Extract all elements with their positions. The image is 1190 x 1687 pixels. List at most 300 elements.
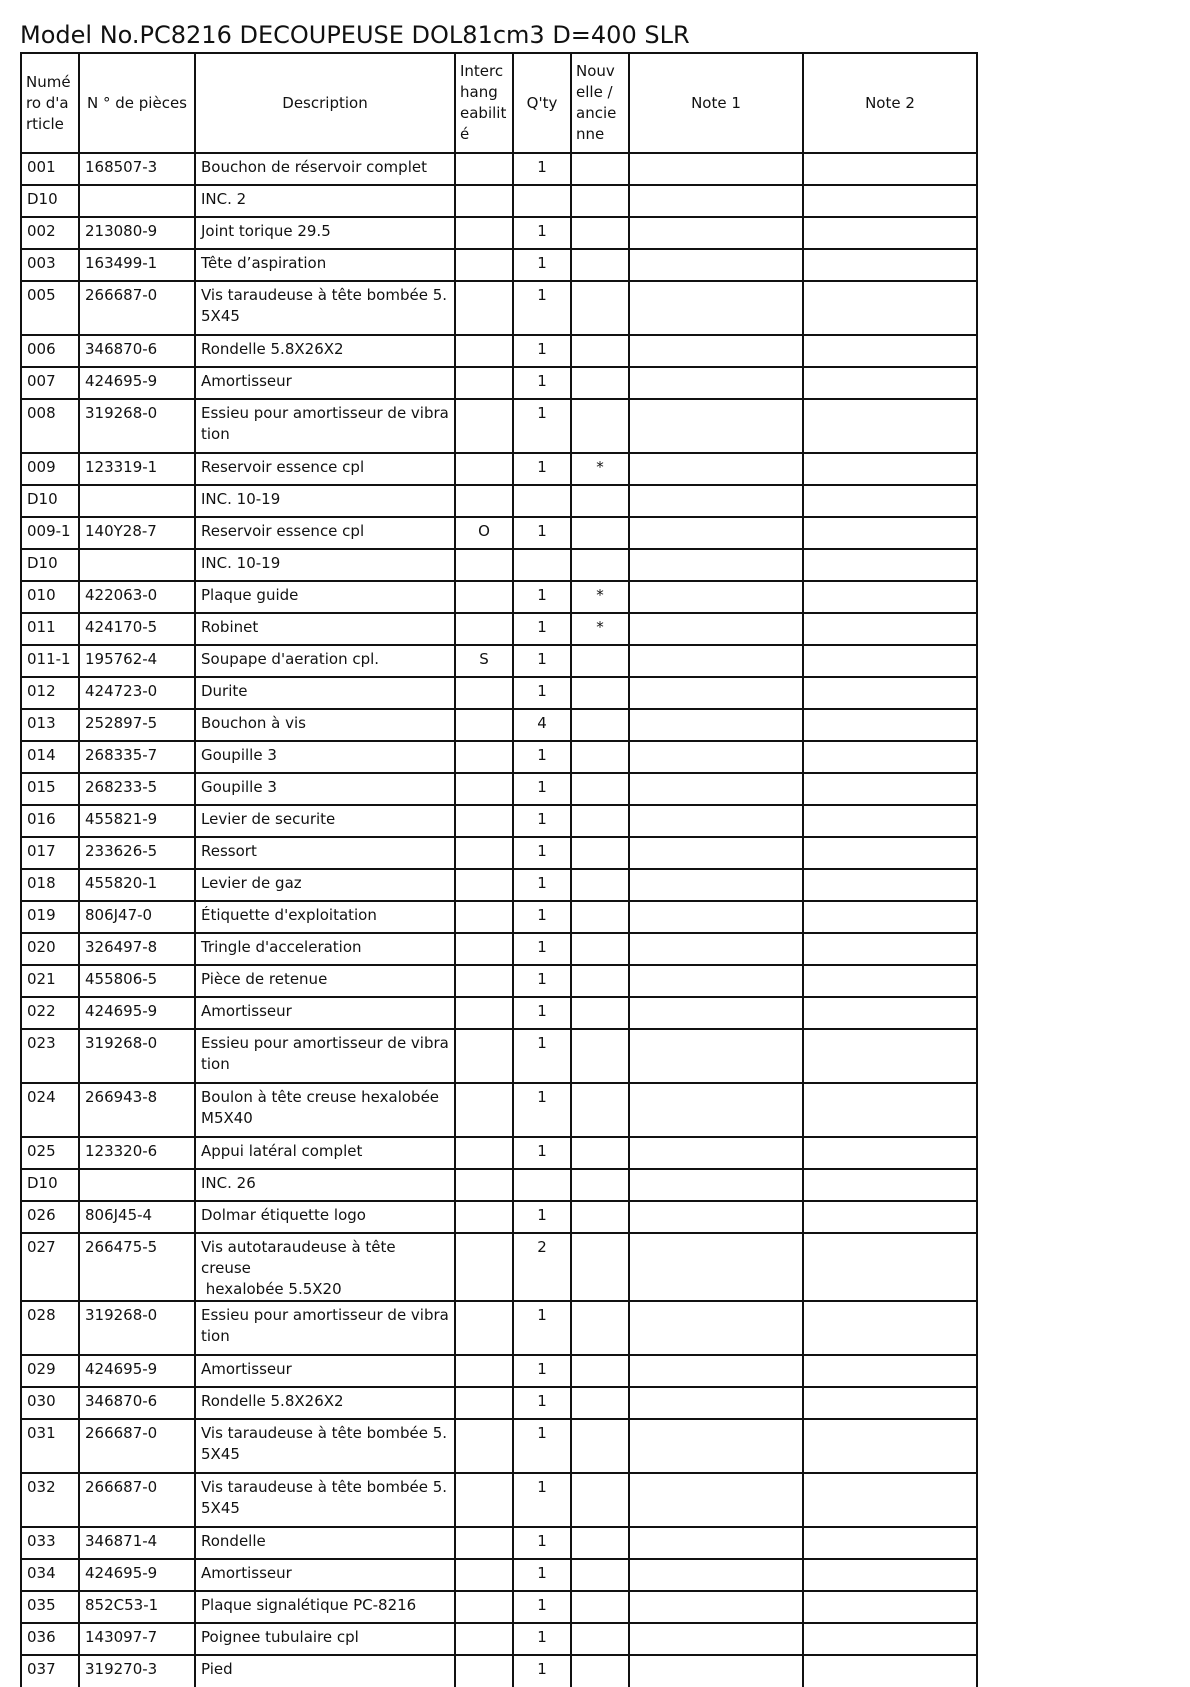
cell-new-old (571, 549, 629, 581)
table-row (21, 901, 977, 933)
cell-interchangeability (455, 965, 513, 997)
cell-part-number: 806J45-4 (79, 1201, 195, 1233)
table-row (21, 1419, 977, 1473)
cell-description: Rondelle 5.8X26X2 (195, 1387, 455, 1419)
cell-item-number: 025 (21, 1137, 79, 1169)
table-row (21, 153, 977, 185)
cell-interchangeability: O (455, 517, 513, 549)
cell-part-number: 266687-0 (79, 1419, 195, 1473)
cell-note-1 (629, 1137, 803, 1169)
cell-item-number: 011 (21, 613, 79, 645)
table-row (21, 281, 977, 335)
cell-note-2 (803, 1623, 977, 1655)
cell-quantity: 1 (513, 613, 571, 645)
cell-interchangeability (455, 185, 513, 217)
cell-interchangeability (455, 367, 513, 399)
cell-note-1 (629, 709, 803, 741)
cell-note-2 (803, 485, 977, 517)
cell-part-number: 266475-5 (79, 1233, 195, 1301)
cell-item-number: 005 (21, 281, 79, 335)
cell-new-old (571, 901, 629, 933)
cell-part-number: 319268-0 (79, 1029, 195, 1083)
cell-note-1 (629, 1473, 803, 1527)
cell-description: Essieu pour amortisseur de vibration (195, 1301, 455, 1355)
cell-quantity: 4 (513, 709, 571, 741)
cell-interchangeability (455, 1201, 513, 1233)
cell-quantity: 1 (513, 677, 571, 709)
cell-note-1 (629, 837, 803, 869)
cell-interchangeability (455, 1301, 513, 1355)
cell-item-number: 034 (21, 1559, 79, 1591)
cell-part-number (79, 1169, 195, 1201)
cell-part-number: 140Y28-7 (79, 517, 195, 549)
table-row (21, 1083, 977, 1137)
cell-new-old (571, 153, 629, 185)
cell-interchangeability (455, 1527, 513, 1559)
cell-item-number: 030 (21, 1387, 79, 1419)
cell-interchangeability (455, 1083, 513, 1137)
cell-note-1 (629, 869, 803, 901)
table-row (21, 1387, 977, 1419)
table-row (21, 1301, 977, 1355)
table-row (21, 1591, 977, 1623)
cell-note-2 (803, 805, 977, 837)
header-part-number: N ° de pièces (79, 53, 195, 153)
cell-quantity: 1 (513, 773, 571, 805)
cell-interchangeability (455, 773, 513, 805)
cell-quantity: 1 (513, 367, 571, 399)
cell-note-1 (629, 217, 803, 249)
cell-new-old (571, 1655, 629, 1687)
cell-new-old (571, 1419, 629, 1473)
cell-note-2 (803, 933, 977, 965)
cell-part-number: 319270-3 (79, 1655, 195, 1687)
cell-interchangeability (455, 335, 513, 367)
cell-note-2 (803, 709, 977, 741)
cell-note-1 (629, 153, 803, 185)
cell-description: Ressort (195, 837, 455, 869)
cell-part-number: 455821-9 (79, 805, 195, 837)
table-row (21, 1623, 977, 1655)
cell-quantity: 1 (513, 1301, 571, 1355)
cell-description: Rondelle 5.8X26X2 (195, 335, 455, 367)
cell-interchangeability (455, 249, 513, 281)
cell-note-2 (803, 1355, 977, 1387)
cell-note-2 (803, 1559, 977, 1591)
cell-quantity: 1 (513, 153, 571, 185)
cell-interchangeability (455, 677, 513, 709)
cell-quantity (513, 185, 571, 217)
cell-item-number: 014 (21, 741, 79, 773)
cell-note-2 (803, 185, 977, 217)
cell-item-number: 018 (21, 869, 79, 901)
cell-new-old: * (571, 453, 629, 485)
cell-note-2 (803, 399, 977, 453)
cell-quantity: 1 (513, 1201, 571, 1233)
cell-note-2 (803, 1083, 977, 1137)
cell-new-old (571, 645, 629, 677)
cell-note-1 (629, 453, 803, 485)
cell-interchangeability (455, 1233, 513, 1301)
cell-item-number: 011-1 (21, 645, 79, 677)
cell-part-number: 123319-1 (79, 453, 195, 485)
cell-part-number (79, 485, 195, 517)
table-row (21, 185, 977, 217)
cell-part-number: 319268-0 (79, 1301, 195, 1355)
cell-interchangeability (455, 581, 513, 613)
cell-note-1 (629, 1355, 803, 1387)
cell-part-number: 806J47-0 (79, 901, 195, 933)
cell-part-number: 266687-0 (79, 281, 195, 335)
cell-description: Robinet (195, 613, 455, 645)
cell-item-number: 020 (21, 933, 79, 965)
cell-part-number: 424695-9 (79, 1559, 195, 1591)
cell-note-2 (803, 901, 977, 933)
cell-description: Goupille 3 (195, 741, 455, 773)
cell-interchangeability (455, 485, 513, 517)
cell-part-number: 455806-5 (79, 965, 195, 997)
cell-description: Plaque guide (195, 581, 455, 613)
cell-description: Plaque signalétique PC-8216 (195, 1591, 455, 1623)
cell-interchangeability (455, 741, 513, 773)
cell-note-2 (803, 453, 977, 485)
header-num-text: Numé ro d'a rticle (26, 72, 71, 133)
cell-new-old (571, 741, 629, 773)
cell-note-2 (803, 677, 977, 709)
cell-description: Essieu pour amortisseur de vibration (195, 1029, 455, 1083)
cell-note-2 (803, 1137, 977, 1169)
cell-note-1 (629, 1419, 803, 1473)
cell-description: Vis taraudeuse à tête bombée 5.5X45 (195, 281, 455, 335)
cell-quantity: 1 (513, 645, 571, 677)
cell-new-old (571, 1473, 629, 1527)
cell-new-old (571, 997, 629, 1029)
table-row (21, 549, 977, 581)
cell-item-number: 001 (21, 153, 79, 185)
cell-new-old (571, 1527, 629, 1559)
table-row (21, 335, 977, 367)
cell-note-1 (629, 581, 803, 613)
cell-description: Levier de securite (195, 805, 455, 837)
cell-note-1 (629, 1527, 803, 1559)
cell-new-old (571, 367, 629, 399)
cell-note-2 (803, 613, 977, 645)
cell-note-1 (629, 1655, 803, 1687)
cell-new-old (571, 677, 629, 709)
header-quantity: Q'ty (513, 53, 571, 153)
cell-note-2 (803, 1655, 977, 1687)
cell-note-1 (629, 367, 803, 399)
table-row (21, 1527, 977, 1559)
cell-interchangeability (455, 997, 513, 1029)
cell-description: Bouchon à vis (195, 709, 455, 741)
cell-note-2 (803, 335, 977, 367)
cell-new-old (571, 249, 629, 281)
table-row (21, 485, 977, 517)
cell-quantity: 1 (513, 1083, 571, 1137)
table-row (21, 1355, 977, 1387)
cell-note-1 (629, 965, 803, 997)
cell-part-number: 424723-0 (79, 677, 195, 709)
cell-interchangeability (455, 1559, 513, 1591)
header-new-old-text: Nouv elle / ancie nne (576, 62, 617, 143)
table-row (21, 837, 977, 869)
cell-item-number: 029 (21, 1355, 79, 1387)
cell-new-old (571, 1201, 629, 1233)
cell-note-1 (629, 773, 803, 805)
cell-new-old (571, 933, 629, 965)
cell-part-number: 424170-5 (79, 613, 195, 645)
cell-part-number: 252897-5 (79, 709, 195, 741)
cell-item-number: 012 (21, 677, 79, 709)
cell-new-old (571, 1083, 629, 1137)
cell-note-2 (803, 1029, 977, 1083)
cell-part-number: 326497-8 (79, 933, 195, 965)
cell-note-1 (629, 1387, 803, 1419)
cell-quantity: 1 (513, 1419, 571, 1473)
cell-new-old (571, 837, 629, 869)
cell-note-2 (803, 837, 977, 869)
cell-new-old (571, 1355, 629, 1387)
table-row (21, 1233, 977, 1301)
cell-note-1 (629, 677, 803, 709)
cell-quantity: 1 (513, 249, 571, 281)
cell-item-number: D10 (21, 185, 79, 217)
table-row (21, 965, 977, 997)
cell-new-old (571, 1137, 629, 1169)
cell-item-number: 009 (21, 453, 79, 485)
cell-item-number: 037 (21, 1655, 79, 1687)
cell-quantity: 1 (513, 1591, 571, 1623)
cell-new-old (571, 1301, 629, 1355)
cell-part-number: 319268-0 (79, 399, 195, 453)
cell-description: Vis taraudeuse à tête bombée 5.5X45 (195, 1473, 455, 1527)
cell-new-old (571, 335, 629, 367)
cell-note-1 (629, 997, 803, 1029)
cell-note-1 (629, 933, 803, 965)
cell-item-number: 033 (21, 1527, 79, 1559)
table-row (21, 1473, 977, 1527)
cell-description: Amortisseur (195, 367, 455, 399)
cell-item-number: 006 (21, 335, 79, 367)
cell-part-number: 424695-9 (79, 997, 195, 1029)
cell-part-number: 233626-5 (79, 837, 195, 869)
cell-quantity: 1 (513, 399, 571, 453)
cell-description: Étiquette d'exploitation (195, 901, 455, 933)
cell-item-number: 031 (21, 1419, 79, 1473)
cell-item-number: 015 (21, 773, 79, 805)
table-row (21, 741, 977, 773)
cell-interchangeability (455, 805, 513, 837)
cell-note-2 (803, 581, 977, 613)
cell-item-number: 019 (21, 901, 79, 933)
cell-note-2 (803, 1419, 977, 1473)
cell-quantity: 1 (513, 933, 571, 965)
cell-description: Tête d’aspiration (195, 249, 455, 281)
cell-note-2 (803, 549, 977, 581)
cell-note-1 (629, 549, 803, 581)
cell-new-old (571, 217, 629, 249)
cell-part-number: 195762-4 (79, 645, 195, 677)
table-row (21, 709, 977, 741)
cell-note-2 (803, 517, 977, 549)
cell-note-1 (629, 335, 803, 367)
cell-new-old (571, 485, 629, 517)
cell-part-number: 268233-5 (79, 773, 195, 805)
header-interchangeability (455, 53, 513, 153)
cell-part-number: 163499-1 (79, 249, 195, 281)
cell-quantity: 1 (513, 901, 571, 933)
cell-note-2 (803, 741, 977, 773)
cell-quantity (513, 485, 571, 517)
cell-note-2 (803, 773, 977, 805)
table-row (21, 453, 977, 485)
header-note-2: Note 2 (803, 53, 977, 153)
cell-part-number (79, 549, 195, 581)
cell-note-1 (629, 645, 803, 677)
table-row (21, 613, 977, 645)
cell-quantity: 1 (513, 805, 571, 837)
cell-new-old (571, 805, 629, 837)
cell-item-number: D10 (21, 1169, 79, 1201)
cell-interchangeability (455, 1623, 513, 1655)
cell-new-old (571, 709, 629, 741)
cell-item-number: 022 (21, 997, 79, 1029)
cell-note-1 (629, 741, 803, 773)
cell-interchangeability (455, 1655, 513, 1687)
cell-part-number: 346870-6 (79, 335, 195, 367)
cell-new-old (571, 1169, 629, 1201)
cell-description: Goupille 3 (195, 773, 455, 805)
cell-quantity: 1 (513, 997, 571, 1029)
cell-item-number: 026 (21, 1201, 79, 1233)
header-description: Description (195, 53, 455, 153)
cell-description: Rondelle (195, 1527, 455, 1559)
cell-note-2 (803, 249, 977, 281)
cell-note-2 (803, 367, 977, 399)
cell-interchangeability (455, 1169, 513, 1201)
cell-note-1 (629, 485, 803, 517)
table-row (21, 805, 977, 837)
cell-new-old (571, 773, 629, 805)
cell-item-number: 009-1 (21, 517, 79, 549)
cell-quantity: 1 (513, 1355, 571, 1387)
cell-description: Vis autotaraudeuse à tête creuse hexalobée 5.5X20 (195, 1233, 455, 1301)
header-num (21, 53, 79, 153)
cell-quantity: 1 (513, 1029, 571, 1083)
cell-note-1 (629, 1029, 803, 1083)
cell-description: INC. 26 (195, 1169, 455, 1201)
cell-note-2 (803, 1201, 977, 1233)
cell-item-number: 028 (21, 1301, 79, 1355)
cell-quantity: 1 (513, 281, 571, 335)
cell-quantity: 1 (513, 741, 571, 773)
table-row (21, 1029, 977, 1083)
cell-note-2 (803, 1591, 977, 1623)
cell-interchangeability (455, 901, 513, 933)
cell-new-old (571, 517, 629, 549)
cell-description: Levier de gaz (195, 869, 455, 901)
table-row (21, 367, 977, 399)
cell-note-1 (629, 1201, 803, 1233)
cell-description: Amortisseur (195, 1559, 455, 1591)
cell-item-number: 032 (21, 1473, 79, 1527)
cell-description: INC. 10-19 (195, 549, 455, 581)
cell-description: Boulon à tête creuse hexalobée M5X40 (195, 1083, 455, 1137)
table-row (21, 645, 977, 677)
parts-table (20, 52, 978, 1687)
cell-item-number: 017 (21, 837, 79, 869)
cell-quantity: 1 (513, 1473, 571, 1527)
cell-interchangeability: S (455, 645, 513, 677)
cell-description: Pied (195, 1655, 455, 1687)
cell-interchangeability (455, 837, 513, 869)
table-row (21, 869, 977, 901)
cell-note-1 (629, 185, 803, 217)
cell-note-2 (803, 997, 977, 1029)
cell-new-old: * (571, 581, 629, 613)
cell-quantity: 1 (513, 1655, 571, 1687)
cell-description: Joint torique 29.5 (195, 217, 455, 249)
table-row (21, 1559, 977, 1591)
cell-part-number: 455820-1 (79, 869, 195, 901)
cell-interchangeability (455, 933, 513, 965)
cell-note-1 (629, 1233, 803, 1301)
cell-quantity: 1 (513, 1137, 571, 1169)
cell-new-old (571, 1559, 629, 1591)
cell-note-1 (629, 805, 803, 837)
header-note-1: Note 1 (629, 53, 803, 153)
cell-new-old (571, 1029, 629, 1083)
cell-part-number: 346871-4 (79, 1527, 195, 1559)
cell-item-number: 007 (21, 367, 79, 399)
cell-part-number: 346870-6 (79, 1387, 195, 1419)
cell-item-number: 002 (21, 217, 79, 249)
cell-note-1 (629, 613, 803, 645)
cell-item-number: 024 (21, 1083, 79, 1137)
cell-note-2 (803, 1233, 977, 1301)
header-new-old (571, 53, 629, 153)
header-interchangeability-text: Interc hang eabilit é (460, 62, 507, 143)
cell-note-1 (629, 517, 803, 549)
header-row (21, 53, 977, 153)
cell-description: Pièce de retenue (195, 965, 455, 997)
cell-description: Soupape d'aeration cpl. (195, 645, 455, 677)
cell-part-number: 168507-3 (79, 153, 195, 185)
cell-interchangeability (455, 1387, 513, 1419)
cell-part-number: 424695-9 (79, 367, 195, 399)
cell-description: Amortisseur (195, 997, 455, 1029)
cell-note-1 (629, 1169, 803, 1201)
cell-item-number: 008 (21, 399, 79, 453)
table-row (21, 517, 977, 549)
cell-note-1 (629, 399, 803, 453)
cell-interchangeability (455, 1419, 513, 1473)
cell-quantity: 1 (513, 869, 571, 901)
cell-quantity: 1 (513, 335, 571, 367)
page-title: Model No.PC8216 DECOUPEUSE DOL81cm3 D=400 SLR (20, 21, 690, 49)
cell-quantity: 1 (513, 581, 571, 613)
cell-interchangeability (455, 549, 513, 581)
cell-description: Dolmar étiquette logo (195, 1201, 455, 1233)
cell-part-number: 123320-6 (79, 1137, 195, 1169)
cell-interchangeability (455, 281, 513, 335)
cell-note-2 (803, 1473, 977, 1527)
cell-quantity: 1 (513, 1527, 571, 1559)
cell-interchangeability (455, 153, 513, 185)
cell-note-1 (629, 1083, 803, 1137)
cell-interchangeability (455, 613, 513, 645)
